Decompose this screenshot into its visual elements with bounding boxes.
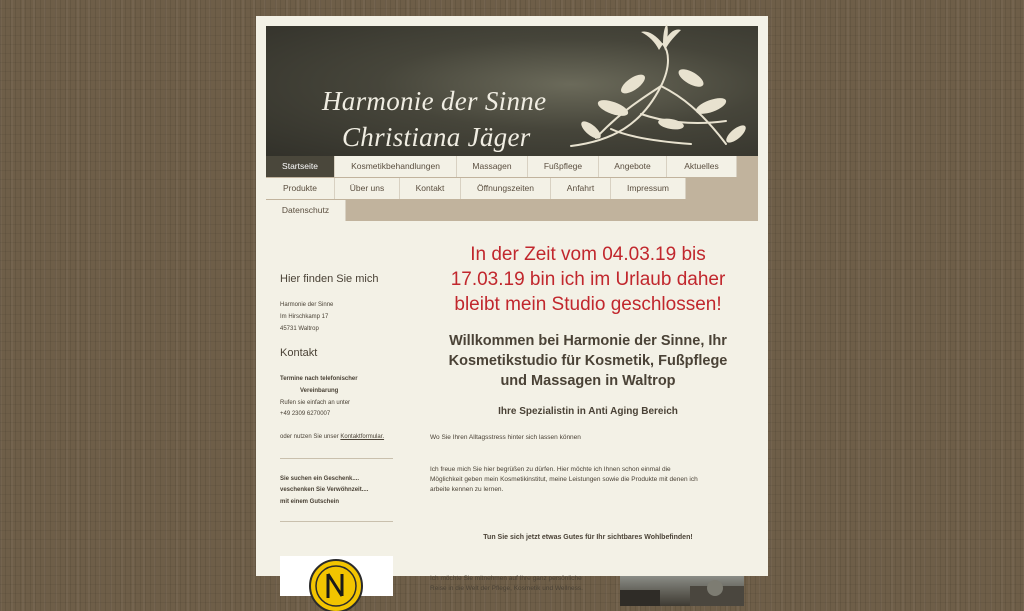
nav-fusspflege[interactable]: Fußpflege xyxy=(528,156,599,177)
notice-line1: In der Zeit vom 04.03.19 bis xyxy=(470,244,706,265)
welcome-line2: Kosmetikstudio für Kosmetik, Fußpflege xyxy=(448,353,728,369)
holiday-notice xyxy=(423,242,753,317)
address-city: 45731 Waltrop xyxy=(280,326,319,332)
contact-form-text xyxy=(280,432,384,444)
notice-line2: 17.03.19 bin ich im Urlaub daher xyxy=(450,269,726,290)
gift-line1: Sie suchen ein Geschenk.... xyxy=(280,476,360,482)
nav-kosmetikbehandlungen[interactable]: Kosmetikbehandlungen xyxy=(335,156,457,177)
gift-voucher-logo[interactable] xyxy=(280,556,393,596)
specialist-subheading: Ihre Spezialistin in Anti Aging Bereich xyxy=(498,406,678,417)
logo-emblem-icon xyxy=(280,556,393,596)
address-name: Harmonie der Sinne xyxy=(280,302,334,308)
site-title-line2: Christiana Jäger xyxy=(342,122,531,152)
welcome-heading xyxy=(423,331,753,391)
welcome-line3: und Massagen in Waltrop xyxy=(500,373,676,389)
call-to-action: Tun Sie sich jetzt etwas Gutes für Ihr sichtbares Wohlbefinden! xyxy=(483,534,693,541)
main-navigation xyxy=(266,156,758,221)
gift-line2: veschenken Sie Verwöhnzeit.... xyxy=(280,487,369,493)
contact-form-link[interactable]: Kontaktformular. xyxy=(340,434,385,440)
nav-kontakt[interactable]: Kontakt xyxy=(400,178,461,199)
contact-hours-line1: Termine nach telefonischer xyxy=(280,376,358,382)
welcome-paragraph xyxy=(430,465,698,495)
para2-line1: Ich freue mich Sie hier begrüßen zu dürfen. Hier möchte ich Ihnen schon einmal die xyxy=(430,466,671,473)
page-container xyxy=(256,16,768,592)
nav-row-3 xyxy=(266,200,346,221)
flower-ornament-icon xyxy=(551,26,761,156)
para3-line1: Ich möchte Sie mitnehmen auf Ihre ganz persönliche xyxy=(430,575,582,582)
nav-ueber-uns[interactable]: Über uns xyxy=(335,178,400,199)
notice-line3: bleibt mein Studio geschlossen! xyxy=(454,294,722,315)
intro-paragraph: Wo Sie Ihren Alltagsstress hinter sich lassen können xyxy=(430,434,581,441)
para2-line2: Möglichkeit geben mein Kosmetikinstitut, meine Leistungen sowie die Produkte mit denen ich xyxy=(430,476,698,483)
nav-anfahrt[interactable]: Anfahrt xyxy=(551,178,611,199)
nav-row-1 xyxy=(266,156,737,177)
nav-datenschutz[interactable]: Datenschutz xyxy=(266,200,346,221)
address-street: Im Hirschkamp 17 xyxy=(280,314,329,320)
site-header xyxy=(266,26,758,156)
nav-massagen[interactable]: Massagen xyxy=(457,156,528,177)
find-me-heading: Hier finden Sie mich xyxy=(280,273,379,285)
nav-aktuelles[interactable]: Aktuelles xyxy=(667,156,737,177)
studio-photo xyxy=(620,576,744,606)
site-title-line1: Harmonie der Sinne xyxy=(322,86,547,116)
nav-angebote[interactable]: Angebote xyxy=(599,156,667,177)
para2-line3: arbeite kennen zu lernen. xyxy=(430,486,504,493)
para3-line2: Reise in die Welt der Pflege, Kosmetik und Wellness. xyxy=(430,585,583,592)
contact-or-text: oder nutzen Sie unser xyxy=(280,434,341,440)
welcome-line1: Willkommen bei Harmonie der Sinne, Ihr xyxy=(449,333,727,349)
contact-call-text: Rufen sie einfach an unter xyxy=(280,400,351,406)
sidebar-divider xyxy=(280,521,393,522)
nav-produkte[interactable]: Produkte xyxy=(266,178,335,199)
nav-startseite[interactable]: Startseite xyxy=(266,156,335,177)
gift-line3: mit einem Gutschein xyxy=(280,499,340,505)
photo-placeholder-icon xyxy=(620,576,744,606)
contact-hours-line2: Vereinbarung xyxy=(300,388,339,394)
contact-phone: +49 2309 6270007 xyxy=(280,411,331,417)
nav-oeffnungszeiten[interactable]: Öffnungszeiten xyxy=(461,178,551,199)
nav-row-2 xyxy=(266,178,686,199)
journey-paragraph xyxy=(430,574,583,594)
nav-impressum[interactable]: Impressum xyxy=(611,178,686,199)
contact-heading: Kontakt xyxy=(280,347,318,359)
sidebar-divider xyxy=(280,458,393,459)
